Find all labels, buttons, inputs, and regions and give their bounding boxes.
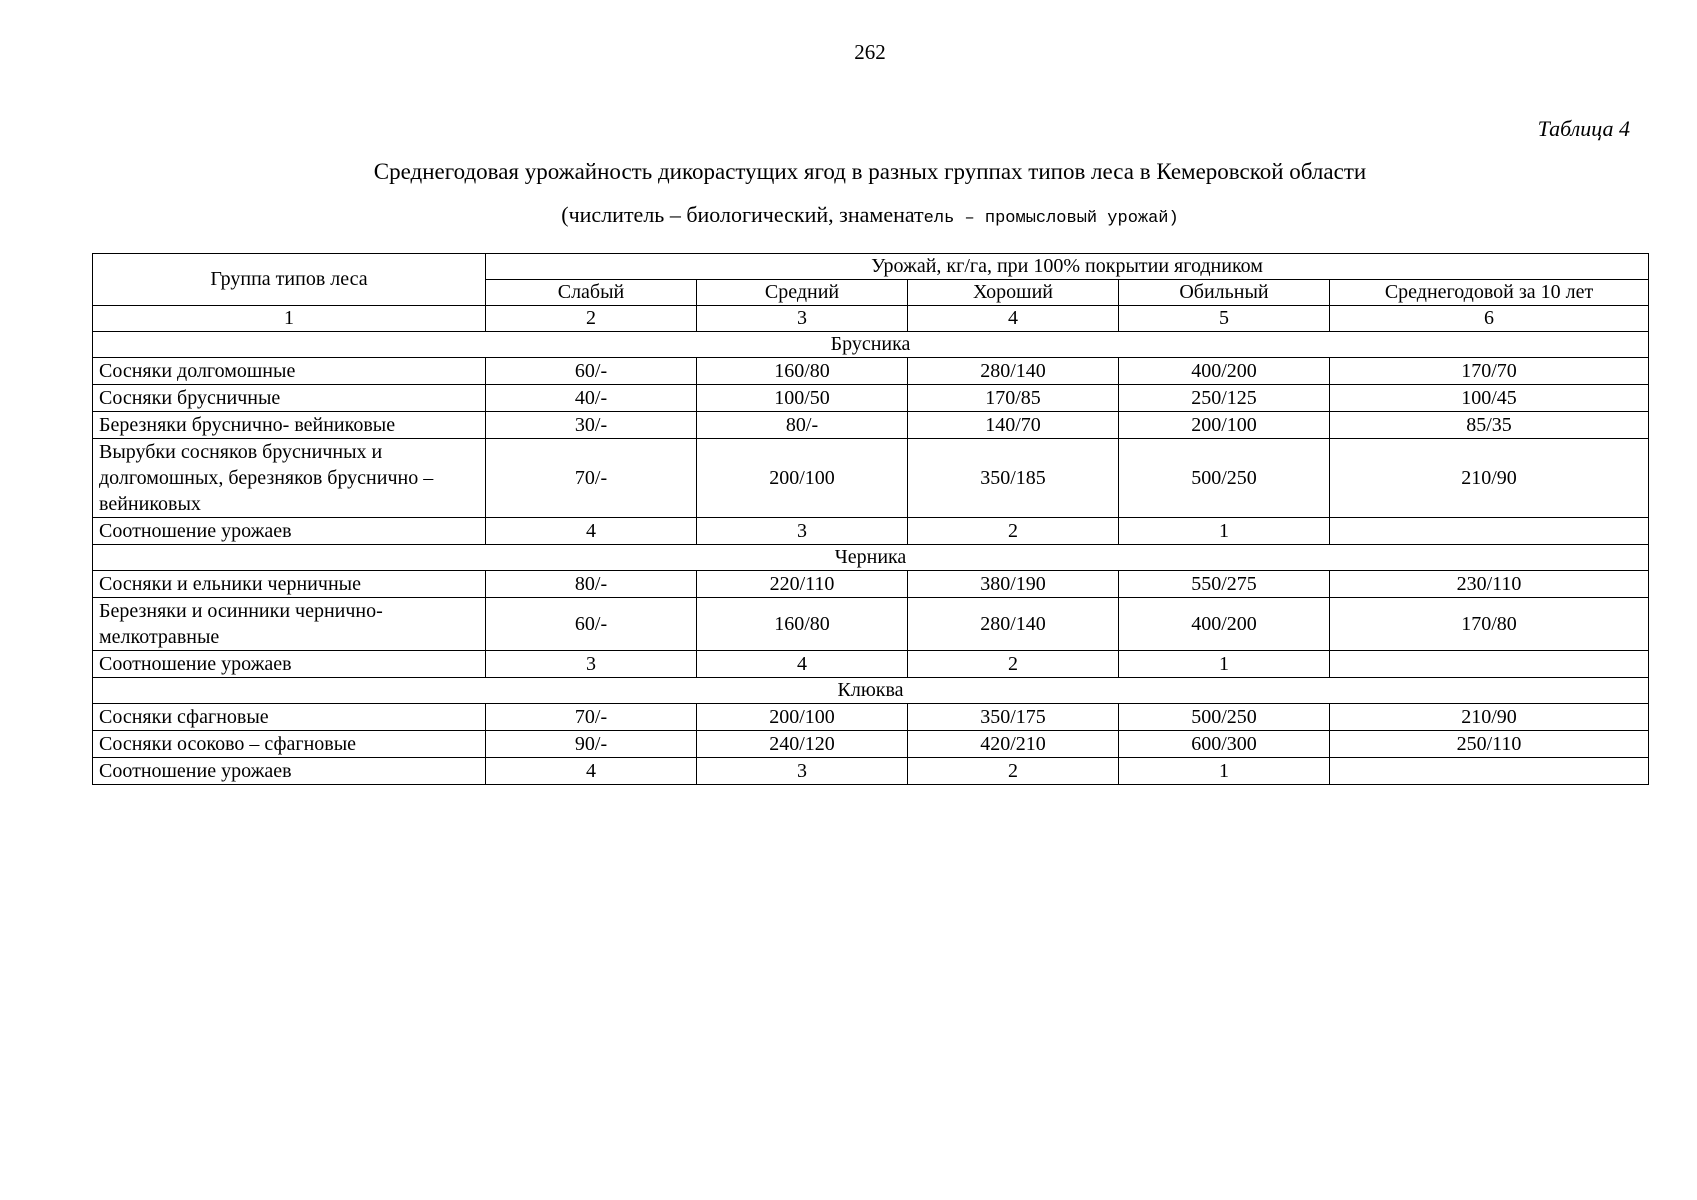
row-label: Березняки бруснично- вейниковые bbox=[93, 412, 486, 439]
value-cell: 4 bbox=[486, 518, 697, 545]
value-cell: 2 bbox=[908, 758, 1119, 785]
table-subtitle bbox=[0, 202, 1697, 228]
value-cell: 600/300 bbox=[1119, 731, 1330, 758]
table-header bbox=[93, 254, 1649, 332]
yield-group-header: Урожай, кг/га, при 100% покрытии ягодником bbox=[486, 254, 1649, 280]
table-row bbox=[93, 385, 1649, 412]
value-cell: 3 bbox=[486, 651, 697, 678]
value-cell: 200/100 bbox=[697, 439, 908, 518]
table-row bbox=[93, 731, 1649, 758]
table-row bbox=[93, 758, 1649, 785]
page-number: 262 bbox=[854, 40, 886, 64]
table-row bbox=[93, 518, 1649, 545]
row-label: Сосняки сфагновые bbox=[93, 704, 486, 731]
value-cell: 70/- bbox=[486, 439, 697, 518]
column-number: 1 bbox=[93, 306, 486, 332]
column-number: 2 bbox=[486, 306, 697, 332]
value-cell: 240/120 bbox=[697, 731, 908, 758]
value-cell: 80/- bbox=[697, 412, 908, 439]
row-label: Вырубки сосняков брусничных и долгомошных, березняков бруснично – вейниковых bbox=[93, 439, 486, 518]
value-cell: 160/80 bbox=[697, 598, 908, 651]
table-row bbox=[93, 571, 1649, 598]
value-cell: 40/- bbox=[486, 385, 697, 412]
value-cell: 210/90 bbox=[1330, 439, 1649, 518]
value-cell: 4 bbox=[486, 758, 697, 785]
subtitle-mono: ель – промысловый урожай) bbox=[923, 209, 1179, 228]
row-label: Березняки и осинники чернично-мелкотравные bbox=[93, 598, 486, 651]
value-cell bbox=[1330, 758, 1649, 785]
value-cell: 170/85 bbox=[908, 385, 1119, 412]
value-cell: 100/50 bbox=[697, 385, 908, 412]
value-cell bbox=[1330, 651, 1649, 678]
value-cell: 250/110 bbox=[1330, 731, 1649, 758]
column-number: 5 bbox=[1119, 306, 1330, 332]
column-header: Слабый bbox=[486, 280, 697, 306]
value-cell: 90/- bbox=[486, 731, 697, 758]
table-row bbox=[93, 358, 1649, 385]
table-row bbox=[93, 439, 1649, 518]
value-cell: 170/70 bbox=[1330, 358, 1649, 385]
row-label: Сосняки долгомошные bbox=[93, 358, 486, 385]
value-cell: 100/45 bbox=[1330, 385, 1649, 412]
column-number: 6 bbox=[1330, 306, 1649, 332]
section-title: Брусника bbox=[93, 332, 1649, 358]
value-cell: 1 bbox=[1119, 758, 1330, 785]
section-row bbox=[93, 332, 1649, 358]
value-cell: 500/250 bbox=[1119, 439, 1330, 518]
value-cell: 350/175 bbox=[908, 704, 1119, 731]
column-number: 3 bbox=[697, 306, 908, 332]
header-row bbox=[93, 254, 1649, 280]
value-cell: 400/200 bbox=[1119, 358, 1330, 385]
value-cell: 2 bbox=[908, 518, 1119, 545]
column-header: Хороший bbox=[908, 280, 1119, 306]
value-cell: 420/210 bbox=[908, 731, 1119, 758]
value-cell: 1 bbox=[1119, 518, 1330, 545]
row-label: Сосняки брусничные bbox=[93, 385, 486, 412]
section-row bbox=[93, 678, 1649, 704]
value-cell bbox=[1330, 518, 1649, 545]
row-label: Сосняки и ельники черничные bbox=[93, 571, 486, 598]
column-header: Обильный bbox=[1119, 280, 1330, 306]
row-label: Соотношение урожаев bbox=[93, 518, 486, 545]
value-cell: 280/140 bbox=[908, 358, 1119, 385]
column-header: Среднегодовой за 10 лет bbox=[1330, 280, 1649, 306]
column-header: Средний bbox=[697, 280, 908, 306]
value-cell: 2 bbox=[908, 651, 1119, 678]
value-cell: 160/80 bbox=[697, 358, 908, 385]
yield-table bbox=[92, 253, 1649, 785]
value-cell: 500/250 bbox=[1119, 704, 1330, 731]
value-cell: 280/140 bbox=[908, 598, 1119, 651]
table-row bbox=[93, 598, 1649, 651]
group-column-header: Группа типов леса bbox=[93, 254, 486, 306]
value-cell: 1 bbox=[1119, 651, 1330, 678]
section-title: Клюква bbox=[93, 678, 1649, 704]
value-cell: 140/70 bbox=[908, 412, 1119, 439]
row-label: Соотношение урожаев bbox=[93, 651, 486, 678]
value-cell: 60/- bbox=[486, 598, 697, 651]
value-cell: 250/125 bbox=[1119, 385, 1330, 412]
section-title: Черника bbox=[93, 545, 1649, 571]
value-cell: 60/- bbox=[486, 358, 697, 385]
table-title: Среднегодовая урожайность дикорастущих ягод в разных группах типов леса в Кемеровской области bbox=[373, 159, 1367, 184]
subtitle-serif: (числитель – биологический, знаменат bbox=[561, 202, 924, 227]
value-cell: 200/100 bbox=[1119, 412, 1330, 439]
column-number: 4 bbox=[908, 306, 1119, 332]
value-cell: 400/200 bbox=[1119, 598, 1330, 651]
value-cell: 70/- bbox=[486, 704, 697, 731]
value-cell: 80/- bbox=[486, 571, 697, 598]
value-cell: 85/35 bbox=[1330, 412, 1649, 439]
table-body bbox=[93, 332, 1649, 785]
value-cell: 550/275 bbox=[1119, 571, 1330, 598]
value-cell: 200/100 bbox=[697, 704, 908, 731]
value-cell: 170/80 bbox=[1330, 598, 1649, 651]
table-row bbox=[93, 412, 1649, 439]
value-cell: 380/190 bbox=[908, 571, 1119, 598]
value-cell: 3 bbox=[697, 518, 908, 545]
value-cell: 210/90 bbox=[1330, 704, 1649, 731]
row-label: Соотношение урожаев bbox=[93, 758, 486, 785]
value-cell: 3 bbox=[697, 758, 908, 785]
value-cell: 4 bbox=[697, 651, 908, 678]
column-number-row bbox=[93, 306, 1649, 332]
value-cell: 350/185 bbox=[908, 439, 1119, 518]
row-label: Сосняки осоково – сфагновые bbox=[93, 731, 486, 758]
value-cell: 230/110 bbox=[1330, 571, 1649, 598]
section-row bbox=[93, 545, 1649, 571]
table-label: Таблица 4 bbox=[1537, 116, 1630, 141]
table-row bbox=[93, 651, 1649, 678]
value-cell: 30/- bbox=[486, 412, 697, 439]
value-cell: 220/110 bbox=[697, 571, 908, 598]
table-row bbox=[93, 704, 1649, 731]
